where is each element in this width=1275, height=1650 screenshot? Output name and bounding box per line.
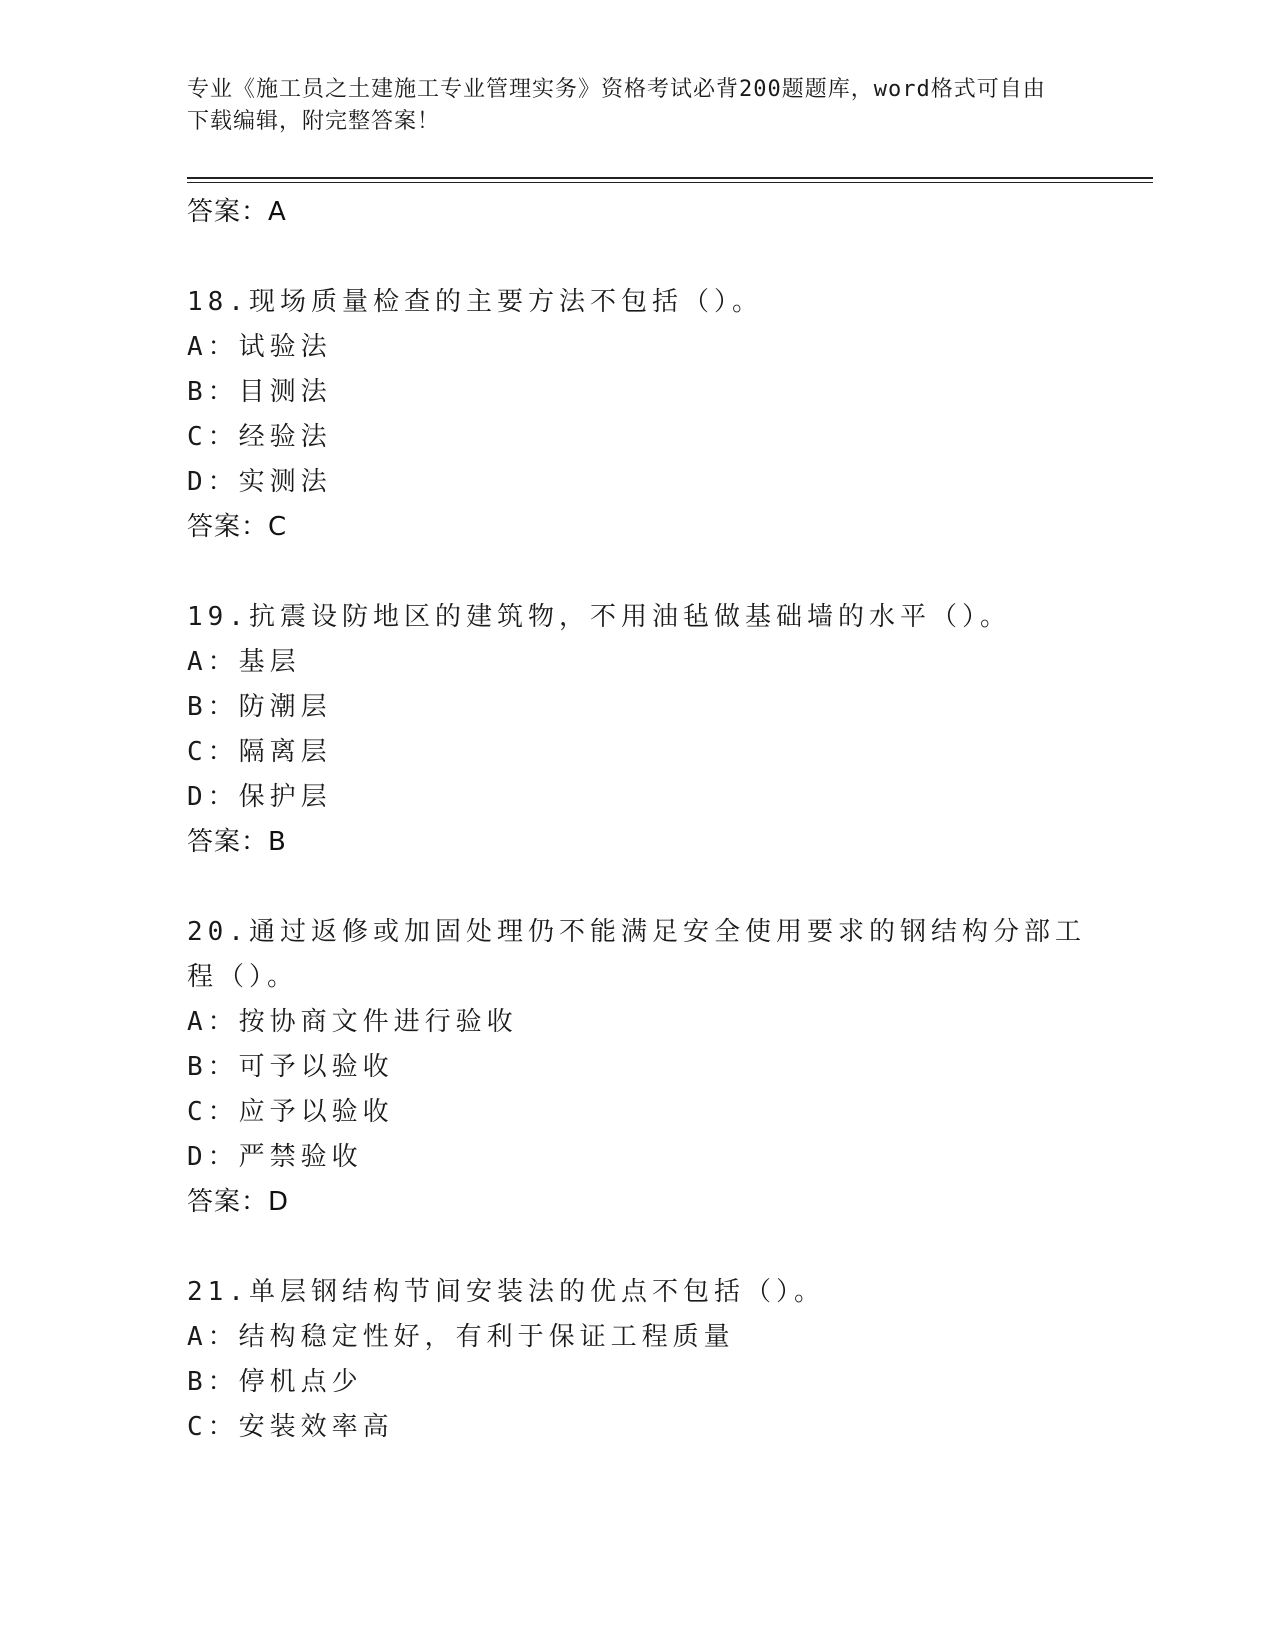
question-21 xyxy=(187,1270,1087,1450)
option-text: 基层 xyxy=(238,647,301,677)
question-stem: 18.现场质量检查的主要方法不包括（）。 xyxy=(187,287,763,317)
question-list xyxy=(187,190,1087,1450)
option-key: D： xyxy=(187,782,239,812)
option-text: 可予以验收 xyxy=(238,1052,394,1082)
option-c xyxy=(187,1090,1087,1135)
option-key: C： xyxy=(187,422,239,452)
option-text: 按协商文件进行验收 xyxy=(238,1007,518,1037)
option-text: 目测法 xyxy=(238,377,332,407)
option-text: 试验法 xyxy=(238,332,332,362)
option-text: 结构稳定性好，有利于保证工程质量 xyxy=(238,1322,735,1352)
option-text: 严禁验收 xyxy=(238,1142,363,1172)
answer: 答案：D xyxy=(187,1187,290,1217)
header-rule-thick xyxy=(187,177,1153,179)
option-b xyxy=(187,1360,1087,1405)
option-text: 安装效率高 xyxy=(238,1412,394,1442)
option-d xyxy=(187,775,1087,820)
option-key: B： xyxy=(187,377,239,407)
prev-answer: 答案：A xyxy=(187,197,287,227)
option-key: D： xyxy=(187,1142,239,1172)
option-key: D： xyxy=(187,467,239,497)
option-c xyxy=(187,415,1087,460)
option-text: 实测法 xyxy=(238,467,332,497)
option-c xyxy=(187,1405,1087,1450)
option-key: C： xyxy=(187,1412,239,1442)
option-text: 防潮层 xyxy=(238,692,332,722)
question-18 xyxy=(187,280,1087,550)
option-key: A： xyxy=(187,647,239,677)
header-rule-thin xyxy=(187,182,1153,183)
option-key: A： xyxy=(187,1007,239,1037)
option-text: 停机点少 xyxy=(238,1367,363,1397)
option-text: 应予以验收 xyxy=(238,1097,394,1127)
option-b xyxy=(187,370,1087,415)
option-key: B： xyxy=(187,1052,239,1082)
option-a xyxy=(187,1000,1087,1045)
question-19 xyxy=(187,595,1087,865)
option-d xyxy=(187,460,1087,505)
option-text: 隔离层 xyxy=(238,737,332,767)
option-a xyxy=(187,325,1087,370)
option-a xyxy=(187,1315,1087,1360)
option-key: C： xyxy=(187,1097,239,1127)
answer: 答案：C xyxy=(187,512,288,542)
option-key: B： xyxy=(187,692,239,722)
option-b xyxy=(187,1045,1087,1090)
option-text: 保护层 xyxy=(238,782,332,812)
option-key: B： xyxy=(187,1367,239,1397)
question-20 xyxy=(187,910,1087,1225)
option-key: C： xyxy=(187,737,239,767)
option-d xyxy=(187,1135,1087,1180)
question-stem: 19.抗震设防地区的建筑物，不用油毡做基础墙的水平（）。 xyxy=(187,602,1011,632)
option-text: 经验法 xyxy=(238,422,332,452)
document-header: 专业《施工员之土建施工专业管理实务》资格考试必背200题题库，word格式可自由下载编辑，附完整答案！ xyxy=(187,77,1046,134)
answer: 答案：B xyxy=(187,827,287,857)
question-stem: 20.通过返修或加固处理仍不能满足安全使用要求的钢结构分部工程（）。 xyxy=(187,917,1086,992)
question-stem: 21.单层钢结构节间安装法的优点不包括（）。 xyxy=(187,1277,825,1307)
option-a xyxy=(187,640,1087,685)
option-c xyxy=(187,730,1087,775)
option-key: A： xyxy=(187,332,239,362)
option-b xyxy=(187,685,1087,730)
option-key: A： xyxy=(187,1322,239,1352)
